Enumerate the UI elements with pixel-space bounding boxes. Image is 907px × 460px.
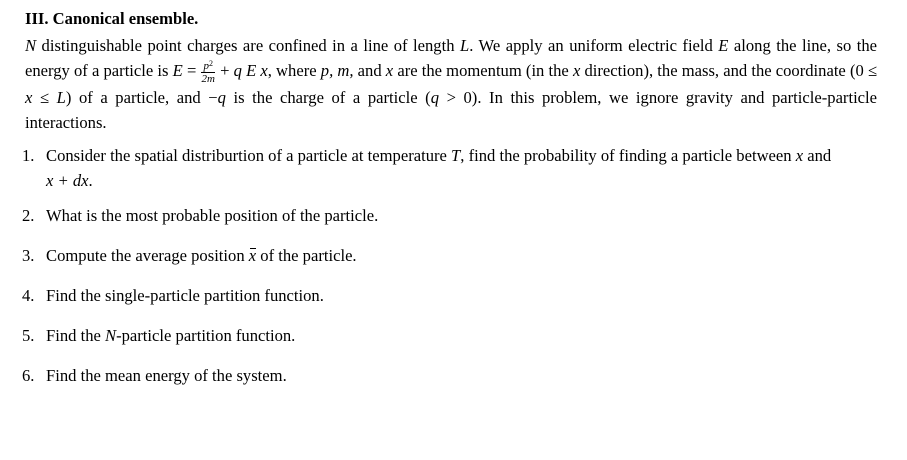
question-text: What is the most probable position of the particle. bbox=[46, 206, 379, 225]
question-number: 6. bbox=[22, 366, 35, 385]
math-variables: p, m, bbox=[320, 61, 354, 80]
question-item-3 bbox=[22, 243, 832, 283]
intro-text-7: direction), the mass, and the coordinate (0 ≤ bbox=[580, 61, 878, 80]
math-potential: q E x bbox=[233, 61, 268, 80]
math-n: N bbox=[105, 326, 117, 345]
question-text: . bbox=[88, 171, 93, 190]
question-item-4 bbox=[22, 283, 832, 323]
math-l-2: L bbox=[56, 88, 66, 107]
kinetic-fraction bbox=[201, 61, 214, 85]
math-equals: = bbox=[182, 61, 201, 80]
question-text: of the particle. bbox=[256, 246, 357, 265]
math-t: T bbox=[451, 146, 461, 165]
intro-text-11: > 0). In this problem, we ignore gravity and particle-particle interactions. bbox=[25, 88, 878, 132]
question-text: Find the mean energy of the system. bbox=[46, 366, 287, 385]
problem-page bbox=[25, 6, 881, 135]
math-plus: + bbox=[215, 61, 234, 80]
intro-text-5: and bbox=[353, 61, 386, 80]
math-energy: E bbox=[172, 61, 183, 80]
question-number: 4. bbox=[22, 286, 35, 305]
question-text: , find the probability of finding a particle between bbox=[460, 146, 796, 165]
math-x-bar: x bbox=[249, 243, 256, 268]
question-text: Find the single-particle partition function. bbox=[46, 286, 324, 305]
intro-text-4: , where bbox=[267, 61, 321, 80]
math-x-3: x bbox=[25, 88, 33, 107]
question-item-1 bbox=[22, 143, 832, 203]
fraction-numerator: $p^2$ bbox=[203, 59, 213, 72]
question-number: 3. bbox=[22, 246, 35, 265]
question-text: -particle partition function. bbox=[116, 326, 296, 345]
intro-text-3: along the line, so the energy of a particle is bbox=[25, 36, 877, 80]
math-q-2: q bbox=[430, 88, 439, 107]
fraction-denominator: 2m bbox=[201, 73, 215, 85]
intro-text-10: is the charge of a particle ( bbox=[225, 88, 431, 107]
math-x-dx: x + dx bbox=[46, 171, 89, 190]
question-number: 5. bbox=[22, 326, 35, 345]
question-item-6 bbox=[22, 363, 832, 403]
math-x-2: x bbox=[572, 61, 581, 80]
intro-text-9: ) of a particle, and − bbox=[65, 88, 218, 107]
math-x-1: x bbox=[385, 61, 394, 80]
math-q-1: q bbox=[217, 88, 226, 107]
math-n: N bbox=[25, 36, 37, 55]
question-text: and bbox=[803, 146, 832, 165]
math-e: E bbox=[718, 36, 729, 55]
intro-text-2: . We apply an uniform electric field bbox=[469, 36, 719, 55]
question-number: 2. bbox=[22, 206, 35, 225]
math-x: x bbox=[795, 146, 804, 165]
intro-text-1: distinguishable point charges are confined in a line of length bbox=[36, 36, 460, 55]
question-text: Consider the spatial distriburtion of a particle at temperature bbox=[46, 146, 452, 165]
question-number: 1. bbox=[22, 146, 35, 165]
section-heading: III. Canonical ensemble. bbox=[25, 9, 199, 28]
question-item-2 bbox=[22, 203, 832, 243]
question-text: Compute the average position bbox=[46, 246, 249, 265]
math-l: L bbox=[460, 36, 470, 55]
problem-intro bbox=[25, 33, 877, 135]
question-list bbox=[22, 143, 832, 403]
intro-text-6: are the momentum (in the bbox=[393, 61, 573, 80]
question-text: Find the bbox=[46, 326, 106, 345]
question-item-5 bbox=[22, 323, 832, 363]
intro-text-8: ≤ bbox=[32, 88, 57, 107]
